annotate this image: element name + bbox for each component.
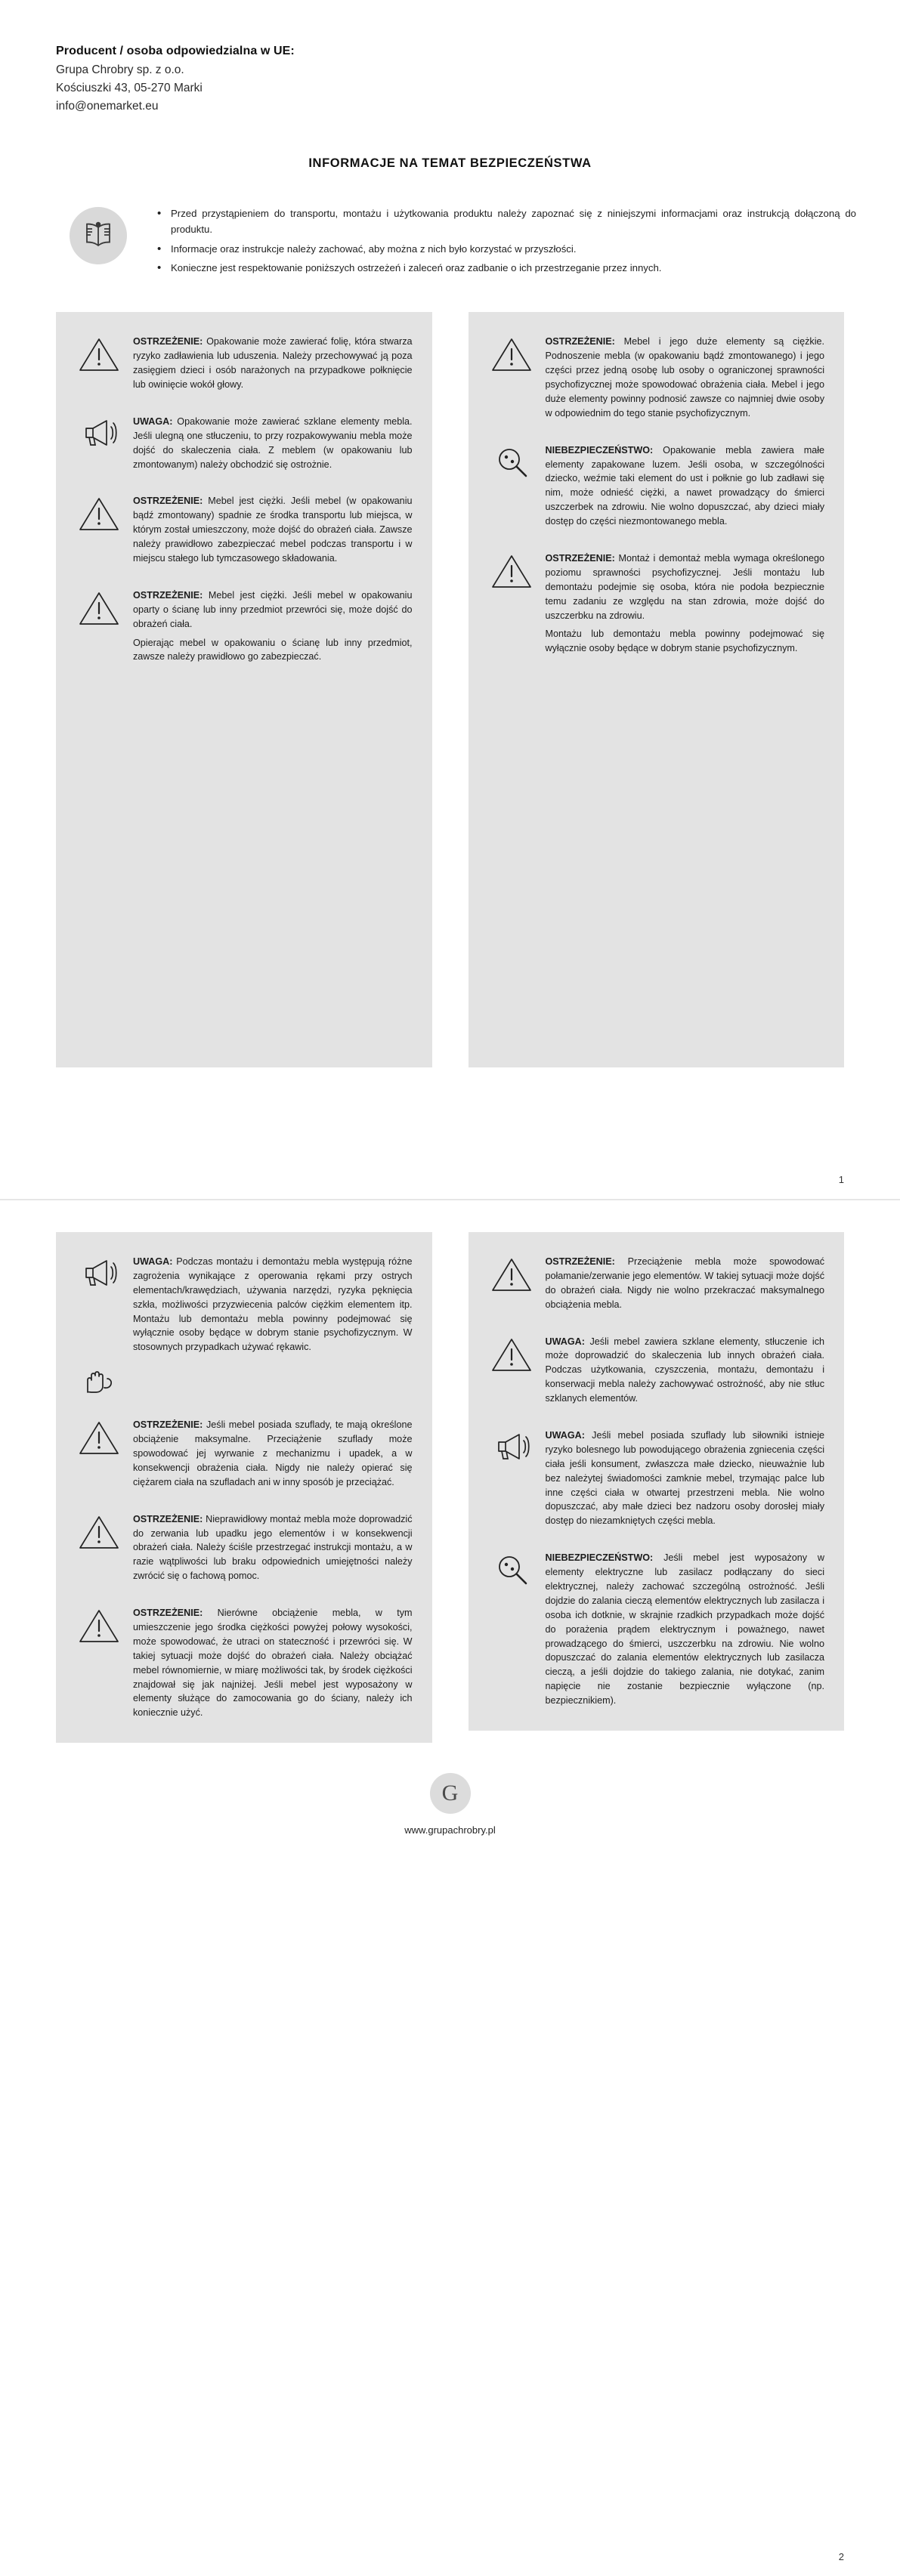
producer-block — [0, 0, 900, 116]
company-logo: G — [430, 1773, 471, 1814]
list-item: • Informacje oraz instrukcje należy zachować, aby można z nich było korzystać w przyszłości. — [154, 241, 856, 257]
note-label: UWAGA: — [133, 415, 173, 427]
note-text: Podczas montażu i demontażu mebla występują różne zagrożenia wynikające z operowania rękami przy ostrych elementach/krawędziach, używania narzędzi, ryzyka pęknięcia szkła, możliwości przyzwiecenia palców ciężkim elementem itp. Montażu lub demontażu mebla powinny podejmować się wyłącznie osoby będące w dobrym stanie psychofizycznym. W stosownych przypadkach używać rękawic. — [133, 1256, 413, 1353]
magnifier-icon — [488, 1551, 535, 1587]
megaphone-icon — [76, 415, 122, 449]
page-title: INFORMACJE NA TEMAT BEZPIECZEŃSTWA — [308, 156, 592, 170]
caution-note — [488, 1429, 825, 1528]
note-text: Jeśli mebel zawiera szklane elementy, stłuczenie ich może doprowadzić do skaleczenia lub innych obrażeń ciała. Podczas użytkowania, czyszczenia, montażu, demontażu i konserwacji mebla należy zachowywać ostrożność, aby nie stłuc szklanych elementów. — [545, 1336, 824, 1404]
note-label: OSTRZEŻENIE: — [545, 1256, 615, 1267]
page2-columns — [0, 1232, 900, 1743]
intro-section — [0, 205, 900, 280]
note-label: UWAGA: — [545, 1336, 585, 1347]
note-label: OSTRZEŻENIE: — [133, 1608, 203, 1619]
page1-left-column — [56, 312, 432, 1067]
note-label: OSTRZEŻENIE: — [133, 1513, 203, 1524]
warning-triangle-icon — [488, 335, 535, 372]
warning-note — [76, 335, 413, 392]
note-label: UWAGA: — [545, 1430, 585, 1441]
note-label: UWAGA: — [133, 1256, 173, 1267]
warning-triangle-icon — [488, 551, 535, 589]
producer-heading: Producent / osoba odpowiedzialna w UE: — [56, 45, 295, 57]
warning-triangle-icon — [76, 335, 122, 372]
warning-note — [488, 335, 825, 420]
note-label: OSTRZEŻENIE: — [133, 336, 203, 347]
producer-email: info@onemarket.eu — [56, 99, 159, 113]
warning-note — [76, 494, 413, 565]
note-text: Jeśli mebel posiada szuflady lub siłowniki istnieje ryzyko bolesnego lub powodującego obrażenia zgniecenia części ciała jeśli konsument, zwłaszcza małe dziecko, nieuważnie lub bez należytej świadomości zamknie mebel, trzymając palce lub inne części ciała w otwartej przestrzeni mebla. Nie wolno dopuszczać, aby małe dzieci bez nadzoru osoby dorosłej miały dostęp do niezamkniętych części mebla. — [545, 1430, 824, 1527]
gloves-icon — [76, 1364, 122, 1395]
page2-right-column — [469, 1232, 845, 1731]
note-text: Nieprawidłowy montaż mebla może doprowadzić do zerwania lub upadku jego elementów i w konsekwencji obrażeń ciała. Należy ściśle przestrzegać instrukcji montażu, a w razie wątpliwości lub braku odpowiednich umiejętności należy zwrócić się o fachową pomoc. — [133, 1513, 413, 1582]
warning-triangle-icon — [76, 1512, 122, 1550]
warning-triangle-icon — [488, 1335, 535, 1373]
note-text-2: Opierając mebel w opakowaniu o ścianę lub inny przedmiot, zawsze należy prawidłowo go zabezpieczać. — [133, 637, 413, 663]
note-label: OSTRZEŻENIE: — [133, 589, 203, 601]
note-label: OSTRZEŻENIE: — [545, 553, 615, 564]
producer-company: Grupa Chrobry sp. z o.o. — [56, 63, 184, 76]
page2-left-column — [56, 1232, 432, 1743]
danger-note — [488, 443, 825, 529]
document-page-2 — [0, 1232, 900, 2576]
note-text-2: Montażu lub demontażu mebla powinny podejmować się wyłącznie osoby będące w dobrym stanie psychofizycznym. — [545, 629, 824, 654]
note-text: Mebel jest ciężki. Jeśli mebel w opakowaniu oparty o ścianę lub inny przedmiot przewróci się, może dojść do obrażeń ciała. — [133, 589, 413, 629]
warning-note — [488, 1255, 825, 1312]
note-text: Jeśli mebel posiada szuflady, te mają określone obciążenie maksymalne. Przeciążenie szuflady może spowodować jej wyrwanie z mechanizmu i upadek, a w konsekwencji obrażenia ciała. Nigdy nie należy opierać się ciężarem ciała na szufladach ani w inny sposób je przeciążać. — [133, 1419, 413, 1487]
warning-triangle-icon — [76, 1418, 122, 1456]
footer — [0, 1773, 900, 1858]
danger-note — [488, 1551, 825, 1708]
note-text: Mebel jest ciężki. Jeśli mebel (w opakowaniu bądź zmontowany) spadnie ze środka transportu lub miejsca, w którym został umieszczony, może dojść do obrażeń ciała. Zawsze należy prawidłowo zabezpieczać mebel podczas transportu i w miejscu stałego lub tymczasowego składowania. — [133, 496, 413, 564]
caution-note — [76, 1255, 413, 1354]
magnifier-icon — [488, 443, 535, 480]
megaphone-icon — [76, 1255, 122, 1290]
page1-columns — [0, 312, 900, 1067]
note-text: Przeciążenie mebla może spowodować połamanie/zerwanie jego elementów. W takiej sytuacji może dojść do obrażeń ciała. Nigdy nie wolno przekraczać maksymalnego obciążenia mebla. — [545, 1256, 824, 1310]
note-text: Nierówne obciążenie mebla, w tym umieszczenie jego środka ciężkości powyżej połowy wysokości, może spowodować, że utraci on stateczność i przewróci się. W takiej sytuacji może dojść do obrażeń ciała. Należy obciążać mebel równomiernie, w miarę możliwości tak, by środek ciężkości znajdował się jak najniżej. Jeśli mebel jest wyposażony w elementy służące do zamocowania go do ściany, należy ich koniecznie użyć. — [133, 1608, 413, 1719]
page-number: 2 — [838, 2551, 844, 2562]
warning-note — [76, 1418, 413, 1489]
caution-note — [76, 415, 413, 472]
warning-triangle-icon — [76, 1606, 122, 1644]
warning-triangle-icon — [76, 588, 122, 626]
note-text: Opakowanie mebla zawiera małe elementy zapakowane luzem. Jeśli osoba, w szczególności dziecko, weźmie taki element do ust i połknie go lub zadławi się nim, może odnieść ciężki, a nawet prowadzący do śmierci uszczerbek na zdrowiu. Nie wolno dopuszczać, aby dzieci miały dostęp do części niezmontowanego mebla. — [545, 444, 824, 527]
manual-book-icon — [70, 207, 127, 264]
note-label: OSTRZEŻENIE: — [133, 496, 203, 507]
warning-note — [76, 1512, 413, 1583]
page-number: 1 — [838, 1174, 844, 1185]
page1-right-column — [469, 312, 845, 1067]
note-text: Opakowanie może zawierać folię, która stwarza ryzyko zadławienia lub uduszenia. Należy przechowywać ją poza zasięgiem dzieci i osób narażonych na przypadkowe połknięcie lub owinięcie wokół głowy. — [133, 336, 413, 391]
page-divider — [0, 1199, 900, 1200]
warning-note — [488, 551, 825, 656]
footer-url[interactable]: www.grupachrobry.pl — [404, 1824, 496, 1836]
megaphone-icon — [488, 1429, 535, 1463]
note-label: NIEBEZPIECZEŃSTWO: — [545, 444, 654, 456]
caution-note — [488, 1335, 825, 1406]
list-item: • Konieczne jest respektowanie poniższych ostrzeżeń i zaleceń oraz zadbanie o ich przestrzeganie przez innych. — [154, 260, 856, 276]
gloves-note — [76, 1364, 413, 1395]
producer-address: Kościuszki 43, 05-270 Marki — [56, 81, 203, 94]
warning-note — [76, 1606, 413, 1720]
note-text: Jeśli mebel jest wyposażony w elementy elektryczne lub zasilacz podłączany do sieci elektrycznej, należy zachować szczególną ostrożność. Jeśli dojdzie do zalania cieczą elementów elektrycznych lub zasilacza i osoba ich dotknie, w skrajnie rzadkich przypadkach może dojść do porażenia prądem elektrycznym i poważnego, nawet prowadzącego do śmierci, uszczerbku na zdrowiu. Nie wolno dopuszczać do zalania elementów elektrycznych lub zasilacza cieczą, a jeśli dojdzie do takiego zalania, nie dotykać, zanim napięcie nie zostanie bezpiecznie wyłączone (np. bezpiecznikiem). — [545, 1552, 824, 1707]
document-page-1 — [0, 0, 900, 1199]
list-item: • Przed przystąpieniem do transportu, montażu i użytkowania produktu należy zapoznać się z niniejszymi informacjami oraz instrukcją dołączoną do produktu. — [154, 205, 856, 238]
warning-triangle-icon — [76, 494, 122, 532]
note-label: OSTRZEŻENIE: — [545, 336, 615, 347]
warning-note — [76, 588, 413, 664]
warning-triangle-icon — [488, 1255, 535, 1293]
note-label: NIEBEZPIECZEŃSTWO: — [545, 1552, 654, 1564]
note-text: Opakowanie może zawierać szklane elementy mebla. Jeśli ulegną one stłuczeniu, to przy rozpakowywaniu mebla może dojść do skaleczenia ciała. Z meblem (w opakowaniu lub zmontowanym) należy obchodzić się ostrożnie. — [133, 415, 413, 470]
note-text: Montaż i demontaż mebla wymaga określonego poziomu sprawności psychofizycznej. Jeśli montażu lub demontażu podejmie się osoba, która nie podoła bezpiecznie temu zadaniu ze względu na stan zdrowia, może dojść do uszczerbku na zdrowiu. — [545, 553, 824, 621]
intro-bullet-list — [154, 205, 856, 280]
note-text: Mebel i jego duże elementy są ciężkie. Podnoszenie mebla (w opakowaniu bądź zmontowanego) i jego części przez jedną osobę lub osoby o ograniczonej sprawności psychofizycznej może spowodować obrażenia ciała. Mebel i jego duże elementy powinny podnosić zawsze co najmniej dwie osoby w odpowiednim do tego stanie psychofizycznym. — [545, 336, 824, 419]
note-label: OSTRZEŻENIE: — [133, 1419, 203, 1431]
